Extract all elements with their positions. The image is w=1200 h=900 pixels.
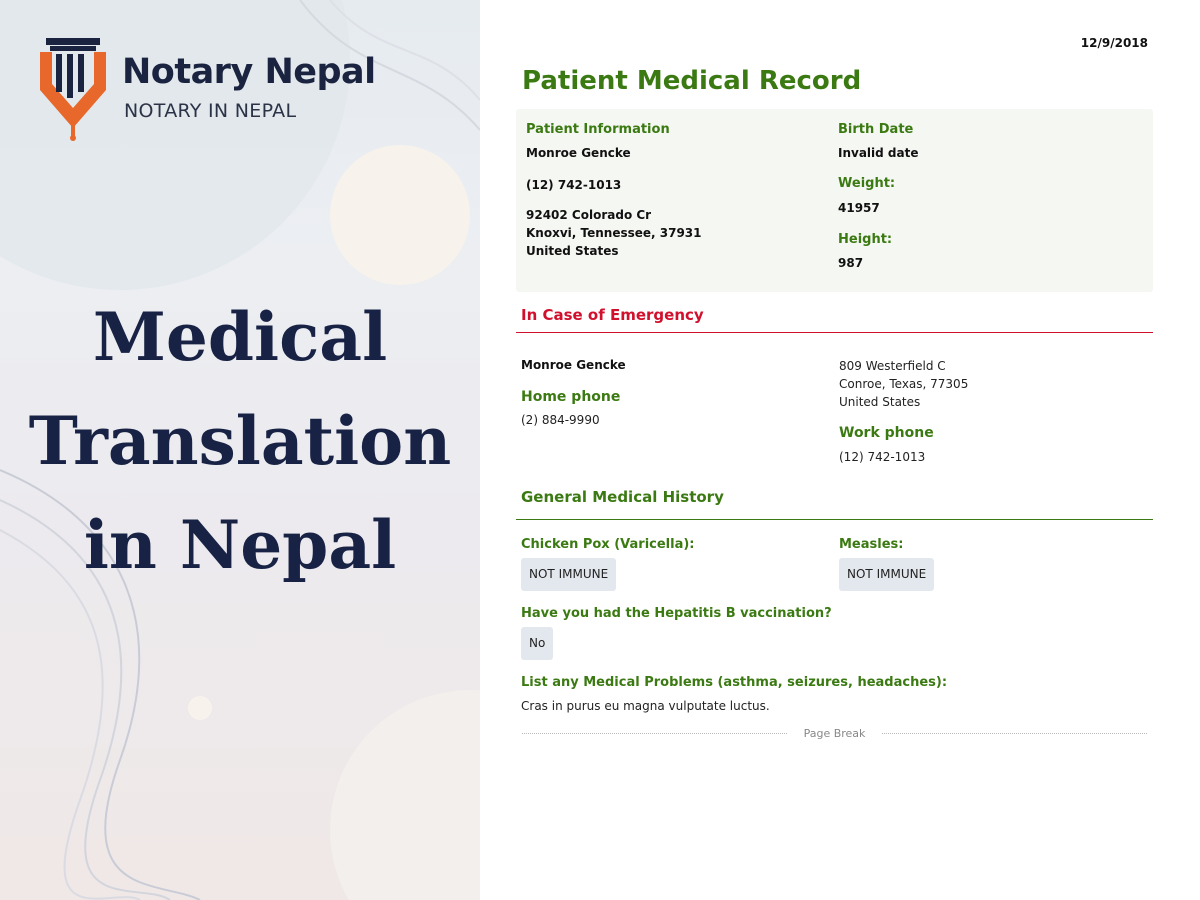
- emergency-divider: [516, 332, 1153, 333]
- brand-name: Notary Nepal: [122, 52, 376, 92]
- page-break-label: Page Break: [794, 727, 876, 740]
- patient-address-line: Knoxvi, Tennessee, 37931: [526, 226, 702, 240]
- weight-value: 41957: [838, 201, 880, 215]
- home-phone-label: Home phone: [521, 389, 621, 405]
- chickenpox-label: Chicken Pox (Varicella):: [521, 537, 695, 552]
- record-date: 12/9/2018: [1080, 36, 1148, 50]
- work-phone-label: Work phone: [839, 425, 934, 441]
- emergency-heading: In Case of Emergency: [521, 306, 704, 324]
- banner-headline: [0, 285, 480, 597]
- chickenpox-status-badge: NOT IMMUNE: [521, 558, 616, 591]
- measles-status-badge: NOT IMMUNE: [839, 558, 934, 591]
- patient-info-label: Patient Information: [526, 122, 670, 137]
- headline-line: Medical: [92, 298, 388, 376]
- headline-line: in Nepal: [83, 506, 397, 584]
- medical-history-divider: [516, 519, 1153, 520]
- banner-panel: [0, 0, 480, 900]
- patient-phone: (12) 742-1013: [526, 178, 622, 192]
- medical-history-heading: General Medical History: [521, 488, 724, 506]
- birth-date-value: Invalid date: [838, 146, 919, 160]
- brand-tagline: NOTARY IN NEPAL: [124, 100, 297, 122]
- work-phone-value: (12) 742-1013: [839, 450, 926, 464]
- weight-label: Weight:: [838, 176, 896, 191]
- hepatitis-b-label: Have you had the Hepatitis B vaccination?: [521, 606, 832, 621]
- home-phone-value: (2) 884-9990: [521, 413, 600, 427]
- medical-record-document: [480, 0, 1200, 900]
- pillar-pen-nib-logo-icon: [38, 38, 108, 142]
- emergency-address-line: 809 Westerfield C: [839, 359, 946, 373]
- page-break-marker: [522, 727, 1147, 741]
- brand-logo[interactable]: [38, 38, 478, 148]
- document-title: Patient Medical Record: [522, 66, 862, 96]
- birth-date-label: Birth Date: [838, 122, 914, 137]
- height-value: 987: [838, 256, 864, 270]
- height-label: Height:: [838, 232, 893, 247]
- medical-problems-value: Cras in purus eu magna vulputate luctus.: [521, 699, 770, 713]
- hepatitis-b-answer-badge: No: [521, 627, 553, 660]
- patient-name: Monroe Gencke: [526, 146, 631, 160]
- patient-address-line: United States: [526, 244, 619, 258]
- emergency-address-line: United States: [839, 395, 921, 409]
- emergency-address-line: Conroe, Texas, 77305: [839, 377, 969, 391]
- emergency-contact-name: Monroe Gencke: [521, 358, 626, 372]
- patient-address-line: 92402 Colorado Cr: [526, 208, 652, 222]
- medical-problems-label: List any Medical Problems (asthma, seizures, headaches):: [521, 675, 948, 690]
- patient-info-panel: [516, 109, 1153, 292]
- headline-line: Translation: [28, 402, 452, 480]
- measles-label: Measles:: [839, 537, 904, 552]
